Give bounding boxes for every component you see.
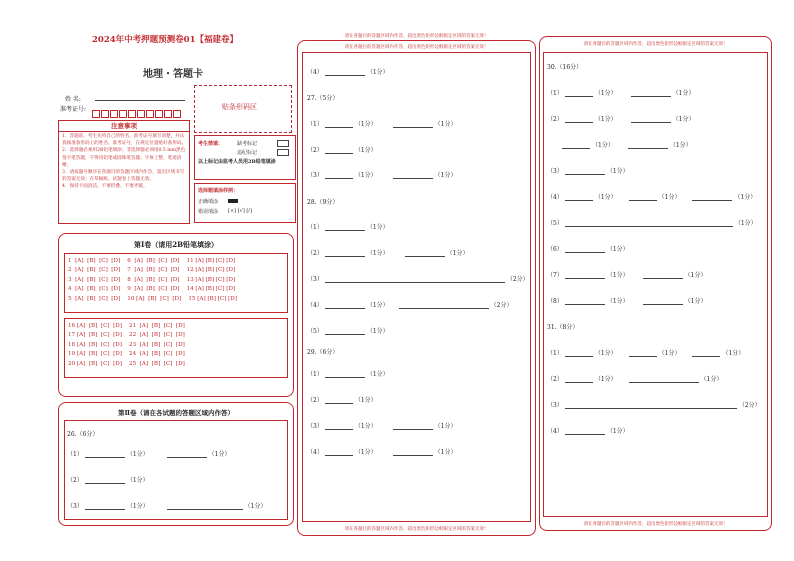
note-item: 3．请按题号顺序在各题目的答题区域内作答，超出区域书写的答案无效；在草稿纸、试题卷上答题无效。	[62, 170, 185, 183]
q25-4[interactable]: （4） （1分）	[307, 69, 389, 76]
warning-bottom: 请在各题目的答题区域内作答，超出黑色矩形边框限定区域的答案无效！	[583, 522, 728, 527]
q26-row2[interactable]: （2） （1分）	[67, 477, 149, 484]
notes-list	[62, 133, 188, 191]
q31-row2[interactable]: （2） （1分） （1分）	[547, 376, 723, 383]
q30-row3[interactable]: （3） （1分）	[547, 168, 629, 175]
q30-row7[interactable]: （7） （1分） （1分）	[547, 272, 707, 279]
correct-mark	[228, 199, 238, 203]
q29-row3[interactable]: （3） （1分） （1分）	[307, 423, 457, 430]
part2-title: 第Ⅱ卷（请在各试题的答题区域内作答）	[118, 409, 234, 417]
q27-row1[interactable]: （1） （1分） （1分）	[307, 121, 457, 128]
title-tag: 【福建卷】	[195, 35, 239, 45]
q27-row3[interactable]: （3） （1分） （1分）	[307, 172, 457, 179]
q26-row3[interactable]: （3） （1分） （1分）	[67, 503, 267, 510]
violation-label: 违纪标记	[237, 150, 258, 156]
q29-row2[interactable]: （2） （1分）	[307, 397, 377, 404]
wrong-marks: [×] [√] [/]	[228, 208, 252, 214]
q30-row1[interactable]: （1） （1分） （1分）	[547, 90, 695, 97]
forbidden-label: 考生禁填：	[198, 141, 224, 147]
q31-row1[interactable]: （1） （1分） （1分） （1分）	[547, 350, 745, 357]
q31-label: 31.（8分）	[547, 324, 579, 331]
note-item: 2．选择题必须用2B铅笔填涂；非选择题必须用0.5 mm黑色签字笔答题，不得用铅笔或圆珠笔答题；字体工整、笔迹清晰。	[62, 148, 186, 168]
warning-top: 请在各题目的答题区域内作答，超出黑色矩形边框限定区域的答案无效！	[344, 45, 489, 50]
q28-row1[interactable]: （1） （1分）	[307, 224, 389, 231]
q30-row2b[interactable]: （1分） （1分）	[560, 140, 692, 149]
q31-row4[interactable]: （4） （1分）	[547, 428, 629, 435]
q28-row2[interactable]: （2） （1分） （1分）	[307, 250, 469, 257]
sample-title: 选择题填涂样例：	[198, 188, 239, 194]
q27-label: 27.（5分）	[307, 95, 339, 102]
name-field[interactable]	[95, 100, 185, 101]
exam-title	[92, 33, 238, 45]
q30-row4[interactable]: （4） （1分） （1分） （1分）	[547, 194, 757, 201]
warning-bottom: 请在各题目的答题区域内作答，超出黑色矩形边框限定区域的答案无效！	[344, 527, 489, 532]
q29-row4[interactable]: （4） （1分） （1分）	[307, 449, 457, 456]
q28-label: 28.（9分）	[307, 199, 339, 206]
id-label: 准考证号:	[60, 106, 87, 113]
part1-title: 第Ⅰ卷（请用2B铅笔填涂）	[133, 240, 219, 249]
note-item: 4．保持卡面清洁，不要折叠、不要弄破。	[62, 184, 148, 190]
barcode-label: 贴条形码区	[222, 103, 257, 111]
q30-label: 30.（16分）	[547, 64, 583, 71]
q30-row2[interactable]: （2） （1分） （1分）	[547, 116, 695, 123]
wrong-label: 错误填涂	[198, 209, 219, 215]
violation-mark[interactable]	[277, 149, 289, 156]
subject-title: 地理・答题卡	[143, 69, 203, 80]
mcq-block-1[interactable]: 1 [A] [B] [C] [D] 6 [A] [B] [C] [D] 11 [A] [B] [C] [D] 2 [A] [B] [C] [D] 7 [A] [B] [C] [D] 12 [A] [B] [C] [D] 3 [A] [B] [C] [D] 8 [A] [B] [C] [D] 13 [A] [B] [C] [D] 4 [A] [B] [C] [D] 9 [A] [B] [C] [D] 14 [A] [B] [C] [D] 5 [A] [B] [C] [D] 10 [A] [B] [C] [D] 15 [A] [B] [C] [D]	[68, 258, 237, 302]
q26-row1[interactable]: （1） （1分） （1分）	[67, 451, 231, 458]
q28-row5[interactable]: （5） （1分）	[307, 328, 389, 335]
mcq-block-2[interactable]: 16 [A] [B] [C] [D] 21 [A] [B] [C] [D] 17 [A] [B] [C] [D] 22 [A] [B] [C] [D] 18 [A] [B] [C] [D] 23 [A] [B] [C] [D] 19 [A] [B] [C] [D] 24 [A] [B] [C] [D] 20 [A] [B] [C] [D] 25 [A] [B] [C] [D]	[68, 323, 185, 367]
warning-top: 请在各题目的答题区域内作答，超出黑色矩形边框限定区域的答案无效！	[344, 34, 489, 39]
q30-row6[interactable]: （6） （1分）	[547, 246, 629, 253]
q29-row1[interactable]: （1） （1分）	[307, 371, 389, 378]
q31-row3[interactable]: （3） （2分）	[547, 402, 761, 409]
title-prefix: 2024年中考押题预测卷01	[92, 35, 196, 45]
q28-row3[interactable]: （3） （2分）	[307, 276, 529, 283]
q27-row2[interactable]: （2） （1分）	[307, 147, 377, 154]
absent-label: 缺考标记	[237, 141, 258, 147]
correct-label: 正确填涂	[198, 199, 219, 205]
forbidden-note: 以上标记由监考人员用2B铅笔填涂	[198, 159, 276, 165]
q26-label: 26.（6分）	[67, 431, 99, 438]
warning-top: 请在各题目的答题区域内作答，超出黑色矩形边框限定区域的答案无效！	[583, 42, 728, 47]
q30-row8[interactable]: （8） （1分） （1分）	[547, 298, 707, 305]
name-label: 姓 名:	[65, 96, 81, 103]
absent-mark[interactable]	[277, 140, 289, 147]
q28-row4[interactable]: （4） （1分） （2分）	[307, 302, 513, 309]
note-item: 1．答题前，考生先将自己的姓名，准考证号填写清楚，并认真核准条形码上的姓名、准考证号，在规定位置贴好条形码。	[62, 134, 187, 147]
notes-title: 注意事项	[58, 121, 190, 132]
q30-row5[interactable]: （5） （1分）	[547, 220, 757, 227]
q29-label: 29.（6分）	[307, 349, 339, 356]
